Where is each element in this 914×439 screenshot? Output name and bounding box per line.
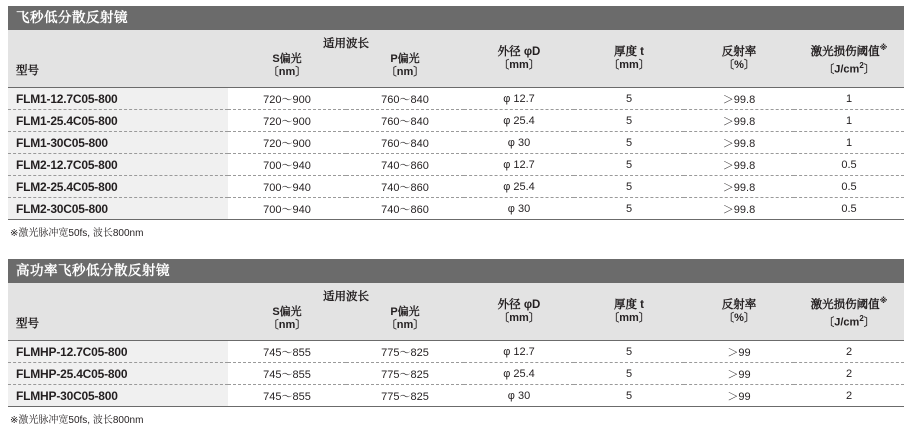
cell-damage: 2: [794, 385, 904, 407]
header-wavelength-group: 适用波长: [228, 30, 464, 52]
cell-p-pol: 775〜825: [346, 341, 464, 363]
header-damage-unit: 〔$J/cm^2$〕: [823, 60, 875, 76]
table-1-body: [8, 88, 904, 220]
cell-reflectance: ＞99.8: [684, 132, 794, 154]
cell-s-pol: 745〜855: [228, 363, 346, 385]
cell-reflectance: ＞99.8: [684, 176, 794, 198]
header-p-pol-unit: 〔nm〕: [385, 65, 425, 78]
cell-reflectance: ＞99.8: [684, 154, 794, 176]
header-reflectance-label: 反射率: [721, 298, 757, 311]
table-row: [8, 88, 904, 110]
header-damage-label: 激光损伤阈值: [810, 298, 880, 311]
cell-s-pol: 700〜940: [228, 154, 346, 176]
cell-damage: 0.5: [794, 176, 904, 198]
table-row: [8, 198, 904, 220]
cell-p-pol: 775〜825: [346, 363, 464, 385]
table-row: [8, 385, 904, 407]
cell-reflectance: ＞99: [684, 363, 794, 385]
table-row: [8, 341, 904, 363]
cell-damage: 1: [794, 110, 904, 132]
header-p-pol-label: P偏光: [390, 52, 420, 65]
cell-damage: 1: [794, 132, 904, 154]
cell-s-pol: 700〜940: [228, 198, 346, 220]
cell-p-pol: 740〜860: [346, 154, 464, 176]
cell-model: FLM1-12.7C05-800: [8, 88, 228, 110]
header-thickness-label: 厚度 t: [613, 298, 645, 311]
header-s-pol: [228, 305, 346, 341]
table-row: [8, 363, 904, 385]
cell-diameter: φ 30: [464, 132, 574, 154]
header-diameter: [464, 30, 574, 88]
cell-reflectance: ＞99.8: [684, 198, 794, 220]
header-damage-footnote-mark: ※: [879, 295, 888, 305]
header-thickness: [574, 283, 684, 341]
table-row: [8, 154, 904, 176]
cell-diameter: φ 12.7: [464, 88, 574, 110]
header-s-pol-label: S偏光: [272, 305, 302, 318]
cell-model: FLMHP-12.7C05-800: [8, 341, 228, 363]
header-thickness-unit: 〔mm〕: [608, 58, 650, 71]
cell-damage: 2: [794, 363, 904, 385]
header-s-pol-unit: 〔nm〕: [267, 318, 307, 331]
cell-thickness: 5: [574, 198, 684, 220]
header-s-pol-unit: 〔nm〕: [267, 65, 307, 78]
cell-reflectance: ＞99.8: [684, 110, 794, 132]
header-diameter-unit: 〔mm〕: [498, 58, 540, 71]
section-spacer: [8, 245, 906, 259]
header-wavelength-group: 适用波长: [228, 283, 464, 305]
cell-thickness: 5: [574, 110, 684, 132]
cell-model: FLM2-30C05-800: [8, 198, 228, 220]
header-reflectance: [684, 283, 794, 341]
spec-table-1: [8, 30, 904, 220]
spec-section-1: [8, 6, 904, 239]
header-p-pol: [346, 52, 464, 88]
cell-model: FLMHP-30C05-800: [8, 385, 228, 407]
header-damage-label: 激光损伤阈值: [810, 45, 880, 58]
cell-p-pol: 760〜840: [346, 88, 464, 110]
cell-reflectance: ＞99.8: [684, 88, 794, 110]
header-thickness: [574, 30, 684, 88]
header-reflectance-unit: 〔%〕: [723, 311, 755, 324]
cell-model: FLMHP-25.4C05-800: [8, 363, 228, 385]
header-model: 型号: [8, 30, 228, 88]
spec-table-2: [8, 283, 904, 407]
cell-thickness: 5: [574, 341, 684, 363]
cell-thickness: 5: [574, 154, 684, 176]
cell-s-pol: 720〜900: [228, 88, 346, 110]
header-s-pol-label: S偏光: [272, 52, 302, 65]
section-1-footnote: ※激光脉冲宽50fs, 波长800nm: [10, 228, 144, 239]
header-p-pol: [346, 305, 464, 341]
header-damage-threshold: [794, 30, 904, 88]
section-1-title: 飞秒低分散反射镜: [8, 6, 904, 30]
table-2-header-row-top: [8, 283, 904, 305]
cell-diameter: φ 25.4: [464, 110, 574, 132]
cell-p-pol: 760〜840: [346, 110, 464, 132]
table-row: [8, 176, 904, 198]
cell-s-pol: 745〜855: [228, 385, 346, 407]
cell-p-pol: 740〜860: [346, 176, 464, 198]
header-diameter: [464, 283, 574, 341]
cell-thickness: 5: [574, 363, 684, 385]
cell-damage: 0.5: [794, 198, 904, 220]
header-reflectance-label: 反射率: [721, 45, 757, 58]
table-1-header-row-top: [8, 30, 904, 52]
cell-s-pol: 720〜900: [228, 132, 346, 154]
cell-damage: 1: [794, 88, 904, 110]
header-thickness-unit: 〔mm〕: [608, 311, 650, 324]
cell-p-pol: 740〜860: [346, 198, 464, 220]
header-reflectance: [684, 30, 794, 88]
cell-model: FLM2-25.4C05-800: [8, 176, 228, 198]
cell-p-pol: 775〜825: [346, 385, 464, 407]
header-p-pol-label: P偏光: [390, 305, 420, 318]
header-damage-footnote-mark: ※: [879, 42, 888, 52]
cell-model: FLM2-12.7C05-800: [8, 154, 228, 176]
table-row: [8, 110, 904, 132]
cell-thickness: 5: [574, 132, 684, 154]
cell-diameter: φ 30: [464, 385, 574, 407]
cell-s-pol: 745〜855: [228, 341, 346, 363]
cell-diameter: φ 12.7: [464, 154, 574, 176]
spec-section-2: [8, 259, 904, 426]
cell-model: FLM1-25.4C05-800: [8, 110, 228, 132]
section-2-footnote: ※激光脉冲宽50fs, 波长800nm: [10, 415, 144, 426]
cell-damage: 2: [794, 341, 904, 363]
section-2-title: 高功率飞秒低分散反射镜: [8, 259, 904, 283]
cell-s-pol: 700〜940: [228, 176, 346, 198]
cell-model: FLM1-30C05-800: [8, 132, 228, 154]
header-s-pol: [228, 52, 346, 88]
header-thickness-label: 厚度 t: [613, 45, 645, 58]
cell-reflectance: ＞99: [684, 385, 794, 407]
header-p-pol-unit: 〔nm〕: [385, 318, 425, 331]
cell-thickness: 5: [574, 176, 684, 198]
header-diameter-label: 外径 φD: [497, 45, 541, 58]
header-diameter-label: 外径 φD: [497, 298, 541, 311]
cell-s-pol: 720〜900: [228, 110, 346, 132]
cell-reflectance: ＞99: [684, 341, 794, 363]
cell-diameter: φ 12.7: [464, 341, 574, 363]
table-2-body: [8, 341, 904, 407]
header-diameter-unit: 〔mm〕: [498, 311, 540, 324]
cell-thickness: 5: [574, 88, 684, 110]
cell-p-pol: 760〜840: [346, 132, 464, 154]
header-damage-threshold: [794, 283, 904, 341]
cell-damage: 0.5: [794, 154, 904, 176]
cell-diameter: φ 30: [464, 198, 574, 220]
cell-diameter: φ 25.4: [464, 363, 574, 385]
cell-diameter: φ 25.4: [464, 176, 574, 198]
header-damage-unit: 〔$J/cm^2$〕: [823, 313, 875, 329]
cell-thickness: 5: [574, 385, 684, 407]
header-model: 型号: [8, 283, 228, 341]
table-row: [8, 132, 904, 154]
header-reflectance-unit: 〔%〕: [723, 58, 755, 71]
